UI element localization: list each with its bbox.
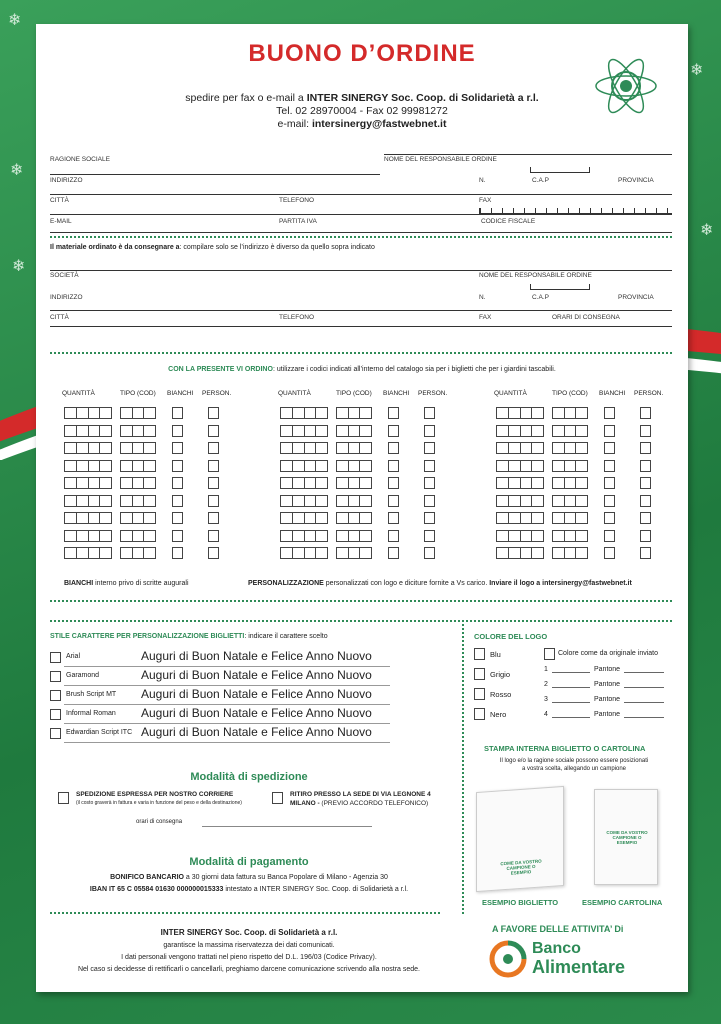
pantone-number: 4 (544, 711, 548, 718)
color-label: Nero (490, 710, 507, 719)
font-checkbox[interactable] (50, 709, 61, 720)
bianchi-checkbox[interactable] (388, 530, 399, 542)
label-cap-2: C.A.P (532, 294, 549, 301)
person-checkbox[interactable] (424, 530, 435, 542)
pantone-field[interactable] (552, 717, 590, 718)
quantita-box[interactable] (64, 425, 112, 437)
tipo-cod-box[interactable] (120, 530, 156, 542)
color-checkbox[interactable] (474, 688, 485, 700)
label-societa: SOCIETÀ (50, 272, 79, 279)
font-sample: Auguri di Buon Natale e Felice Anno Nuovo (141, 706, 372, 720)
label-indirizzo-2: INDIRIZZO (50, 294, 83, 301)
color-orig-label: Colore come da originale inviato (558, 650, 658, 657)
colore-title: COLORE DEL LOGO (474, 632, 548, 641)
font-checkbox[interactable] (50, 671, 61, 682)
font-row-rule (64, 666, 390, 667)
label-codice-fiscale: CODICE FISCALE (481, 218, 536, 225)
person-checkbox[interactable] (424, 477, 435, 489)
privacy-line-1: INTER SINERGY Soc. Coop. di Solidarietà a r.l. (160, 928, 338, 937)
label-ragione-sociale: RAGIONE SOCIALE (50, 156, 110, 163)
tipo-cod-box[interactable] (120, 495, 156, 507)
label-orari: ORARI DI CONSEGNA (552, 314, 620, 321)
stampa-text-2: a vostra scelta, allegando un campione (521, 766, 627, 772)
person-checkbox[interactable] (424, 512, 435, 524)
col-header: BIANCHI (383, 390, 410, 397)
person-checkbox[interactable] (208, 477, 219, 489)
quantita-box[interactable] (280, 460, 328, 472)
tipo-cod-box[interactable] (336, 530, 372, 542)
font-name: Informal Roman (66, 710, 116, 717)
quantita-box[interactable] (496, 547, 544, 559)
person-checkbox[interactable] (208, 495, 219, 507)
consegna-note: Il materiale ordinato è da consegnare a: compilare solo se l’indirizzo è diverso da quello sopra indicato (50, 244, 375, 251)
header-line-1: spedire per fax o e-mail a INTER SINERGY Soc. Coop. di Solidarietà a r.l. (185, 92, 539, 104)
header-line-3: e-mail: intersinergy@fastwebnet.it (277, 118, 447, 130)
card-sample-text: COME DA VOSTRO CAMPIONE O ESEMPIO (500, 858, 542, 876)
bianchi-checkbox[interactable] (388, 460, 399, 472)
col-header: TIPO (COD) (552, 390, 588, 397)
pantone-number: 1 (544, 666, 548, 673)
color-label: Grigio (490, 670, 511, 679)
tipo-cod-box[interactable] (552, 477, 588, 489)
field-ragione-sociale[interactable] (50, 174, 380, 175)
quantita-box[interactable] (64, 495, 112, 507)
label-citta: CITTÀ (50, 197, 69, 204)
label-citta-2: CITTÀ (50, 314, 69, 321)
person-checkbox[interactable] (208, 460, 219, 472)
color-checkbox[interactable] (474, 648, 485, 660)
stile-title: STILE CARATTERE PER PERSONALIZZAZIONE BIGLIETTI: indicare il carattere scelto (50, 633, 328, 640)
font-checkbox[interactable] (50, 690, 61, 701)
pantone-number: 3 (544, 696, 548, 703)
person-checkbox[interactable] (640, 425, 651, 437)
bianchi-checkbox[interactable] (172, 460, 183, 472)
person-checkbox[interactable] (424, 425, 435, 437)
esempio-biglietto-label: ESEMPIO BIGLIETTO (482, 898, 559, 907)
spedizione-corriere-checkbox[interactable] (58, 792, 69, 804)
bianchi-checkbox[interactable] (604, 425, 615, 437)
quantita-box[interactable] (496, 477, 544, 489)
field-citta-2[interactable] (50, 326, 672, 327)
tipo-cod-box[interactable] (120, 547, 156, 559)
pagamento-line-1: BONIFICO BANCARIO a 30 giorni data fattura su Banca Popolare di Milano - Agenzia 30 (110, 874, 388, 881)
person-checkbox[interactable] (208, 407, 219, 419)
person-checkbox[interactable] (424, 442, 435, 454)
font-sample: Auguri di Buon Natale e Felice Anno Nuovo (141, 668, 372, 682)
label-responsabile-2: NOME DEL RESPONSABILE ORDINE (479, 272, 592, 279)
stampa-title: STAMPA INTERNA BIGLIETTO O CARTOLINA (484, 744, 646, 753)
snowflake-icon: ❄ (8, 10, 22, 29)
font-row-rule (64, 685, 390, 686)
pantone-label: Pantone (594, 711, 621, 718)
quantita-box[interactable] (280, 512, 328, 524)
tipo-cod-box[interactable] (120, 460, 156, 472)
bianchi-checkbox[interactable] (172, 425, 183, 437)
quantita-box[interactable] (280, 442, 328, 454)
tipo-cod-box[interactable] (336, 460, 372, 472)
person-checkbox[interactable] (640, 460, 651, 472)
a-favore-label: A FAVORE DELLE ATTIVITA’ Di (492, 924, 624, 934)
bianchi-checkbox[interactable] (388, 425, 399, 437)
inter-sinergy-logo-icon (592, 52, 660, 120)
divider (50, 912, 440, 914)
pantone-field[interactable] (552, 687, 590, 688)
tipo-cod-box[interactable] (336, 407, 372, 419)
font-row-rule (64, 723, 390, 724)
bianchi-checkbox[interactable] (604, 407, 615, 419)
ritiro-sede-checkbox[interactable] (272, 792, 283, 804)
bianchi-note: BIANCHI interno privo di scritte augurali (64, 580, 189, 587)
label-email: E-MAIL (50, 218, 72, 225)
col-header: PERSON. (202, 390, 232, 397)
tipo-cod-box[interactable] (336, 442, 372, 454)
codice-fiscale-boxes[interactable] (479, 208, 672, 214)
label-provincia: PROVINCIA (618, 177, 654, 184)
col-header: QUANTITÀ (62, 390, 95, 397)
bianchi-checkbox[interactable] (172, 477, 183, 489)
tipo-cod-box[interactable] (120, 442, 156, 454)
person-checkbox[interactable] (208, 425, 219, 437)
quantita-box[interactable] (496, 407, 544, 419)
person-checkbox[interactable] (640, 512, 651, 524)
header-line-2: Tel. 02 28970004 - Fax 02 99981272 (276, 105, 448, 117)
cap-boxes[interactable] (530, 167, 590, 173)
pagamento-title: Modalità di pagamento (189, 856, 309, 868)
tipo-cod-box[interactable] (552, 512, 588, 524)
tipo-cod-box[interactable] (336, 547, 372, 559)
quantita-box[interactable] (280, 495, 328, 507)
esempio-cartolina-label: ESEMPIO CARTOLINA (582, 898, 663, 907)
col-header: QUANTITÀ (278, 390, 311, 397)
vertical-divider (462, 624, 464, 914)
person-checkbox[interactable] (640, 407, 651, 419)
quantita-box[interactable] (280, 407, 328, 419)
col-header: PERSON. (634, 390, 664, 397)
pantone-label: Pantone (594, 681, 621, 688)
font-row-rule (64, 704, 390, 705)
pantone-field[interactable] (552, 702, 590, 703)
field-email[interactable] (50, 232, 672, 233)
field-indirizzo[interactable] (50, 194, 672, 195)
quantita-box[interactable] (64, 547, 112, 559)
quantita-box[interactable] (496, 495, 544, 507)
ritiro-sede-label-2: MILANO - (PREVIO ACCORDO TELEFONICO) (290, 800, 429, 807)
font-sample: Auguri di Buon Natale e Felice Anno Nuovo (141, 725, 372, 739)
bianchi-checkbox[interactable] (604, 512, 615, 524)
bianchi-checkbox[interactable] (172, 442, 183, 454)
bianchi-checkbox[interactable] (604, 495, 615, 507)
bianchi-checkbox[interactable] (172, 547, 183, 559)
pantone-code-field[interactable] (624, 717, 664, 718)
spedizione-corriere-note: (il costo graverà in fattura e varia in funzione del peso e della destinazione) (76, 800, 242, 806)
font-sample: Auguri di Buon Natale e Felice Anno Nuovo (141, 687, 372, 701)
cap-boxes-2[interactable] (530, 284, 590, 290)
font-name: Edwardian Script ITC (66, 729, 133, 736)
pantone-code-field[interactable] (624, 702, 664, 703)
font-name: Garamond (66, 672, 100, 679)
quantita-box[interactable] (280, 425, 328, 437)
bianchi-checkbox[interactable] (604, 547, 615, 559)
tipo-cod-box[interactable] (552, 442, 588, 454)
ritiro-sede-label: RITIRO PRESSO LA SEDE DI VIA LEGNONE 4 (290, 791, 431, 798)
label-cap: C.A.P (532, 177, 549, 184)
person-checkbox[interactable] (208, 442, 219, 454)
label-n-2: N. (479, 294, 486, 301)
font-sample: Auguri di Buon Natale e Felice Anno Nuovo (141, 649, 372, 663)
col-header: QUANTITÀ (494, 390, 527, 397)
tipo-cod-box[interactable] (336, 477, 372, 489)
bianchi-checkbox[interactable] (604, 530, 615, 542)
privacy-line-3: I dati personali vengono trattati nel pieno rispetto del D.L. 196/03 (Codice Privacy). (121, 954, 377, 961)
snowflake-icon: ❄ (700, 220, 714, 239)
color-label: Rosso (490, 690, 512, 699)
bianchi-checkbox[interactable] (172, 530, 183, 542)
snowflake-icon: ❄ (10, 160, 24, 179)
tipo-cod-box[interactable] (120, 407, 156, 419)
ordine-title: CON LA PRESENTE VI ORDINO: utilizzare i codici indicati all’interno del catalogo sia per i biglietti che per i giardini tascabili. (168, 366, 556, 373)
bianchi-checkbox[interactable] (604, 460, 615, 472)
quantita-box[interactable] (64, 477, 112, 489)
quantita-box[interactable] (496, 460, 544, 472)
divider (50, 600, 672, 602)
tipo-cod-box[interactable] (552, 530, 588, 542)
label-partita-iva: PARTITA IVA (279, 218, 317, 225)
snowflake-icon: ❄ (12, 256, 26, 275)
col-header: TIPO (COD) (336, 390, 372, 397)
pantone-field[interactable] (552, 672, 590, 673)
alimentare-label: Alimentare (532, 957, 626, 977)
font-name: Brush Script MT (66, 691, 117, 698)
label-fax-2: FAX (479, 314, 492, 321)
person-checkbox[interactable] (640, 442, 651, 454)
spedizione-title: Modalità di spedizione (190, 771, 308, 783)
label-indirizzo: INDIRIZZO (50, 177, 83, 184)
tipo-cod-box[interactable] (552, 425, 588, 437)
tipo-cod-box[interactable] (552, 495, 588, 507)
quantita-box[interactable] (496, 530, 544, 542)
pagamento-line-2: IBAN IT 65 C 05584 01630 000000015333 intestato a INTER SINERGY Soc. Coop. di Solidarietà a r.l. (89, 886, 409, 893)
person-checkbox[interactable] (424, 547, 435, 559)
font-row-rule (64, 742, 390, 743)
label-fax: FAX (479, 197, 492, 204)
col-header: PERSON. (418, 390, 448, 397)
card-sample-text: COME DA VOSTRO CAMPIONE O ESEMPIO (606, 830, 648, 845)
field-indirizzo-2[interactable] (50, 310, 672, 311)
tipo-cod-box[interactable] (336, 425, 372, 437)
field-responsabile[interactable] (384, 154, 672, 155)
font-checkbox[interactable] (50, 652, 61, 663)
tipo-cod-box[interactable] (552, 547, 588, 559)
order-form (36, 24, 688, 992)
personalizzazione-note: PERSONALIZZAZIONE personalizzati con logo e diciture fornite a Vs carico. Inviare il logo a intersinergy@fastwebnet.it (248, 580, 632, 587)
quantita-box[interactable] (64, 442, 112, 454)
bianchi-checkbox[interactable] (388, 547, 399, 559)
person-checkbox[interactable] (640, 477, 651, 489)
snowflake-icon: ❄ (690, 60, 704, 79)
pantone-label: Pantone (594, 696, 621, 703)
label-telefono-2: TELEFONO (279, 314, 315, 321)
bianchi-checkbox[interactable] (172, 407, 183, 419)
label-n: N. (479, 177, 486, 184)
person-checkbox[interactable] (208, 530, 219, 542)
privacy-line-2: garantisce la massima riservatezza dei dati comunicati. (163, 942, 335, 949)
person-checkbox[interactable] (208, 547, 219, 559)
person-checkbox[interactable] (640, 495, 651, 507)
banco-alimentare-logo-icon (488, 939, 528, 979)
person-checkbox[interactable] (424, 460, 435, 472)
bianchi-checkbox[interactable] (604, 442, 615, 454)
quantita-box[interactable] (280, 477, 328, 489)
form-title: BUONO D’ORDINE (248, 40, 476, 67)
tipo-cod-box[interactable] (120, 477, 156, 489)
color-label: Blu (490, 650, 501, 659)
quantita-box[interactable] (64, 530, 112, 542)
bianchi-checkbox[interactable] (172, 495, 183, 507)
divider (50, 620, 672, 622)
color-checkbox[interactable] (474, 708, 485, 720)
pantone-label: Pantone (594, 666, 621, 673)
tipo-cod-box[interactable] (336, 512, 372, 524)
bianchi-checkbox[interactable] (388, 407, 399, 419)
quantita-box[interactable] (496, 425, 544, 437)
bianchi-checkbox[interactable] (172, 512, 183, 524)
orari-consegna-field[interactable] (202, 826, 372, 827)
bianchi-checkbox[interactable] (388, 512, 399, 524)
label-responsabile: NOME DEL RESPONSABILE ORDINE (384, 156, 497, 163)
bianchi-checkbox[interactable] (388, 477, 399, 489)
bianchi-checkbox[interactable] (388, 495, 399, 507)
pantone-code-field[interactable] (624, 687, 664, 688)
tipo-cod-box[interactable] (336, 495, 372, 507)
person-checkbox[interactable] (208, 512, 219, 524)
quantita-box[interactable] (496, 442, 544, 454)
orari-consegna-label: orari di consegna (136, 819, 183, 825)
bianchi-checkbox[interactable] (388, 442, 399, 454)
color-orig-checkbox[interactable] (544, 648, 555, 660)
label-provincia-2: PROVINCIA (618, 294, 654, 301)
person-checkbox[interactable] (424, 407, 435, 419)
quantita-box[interactable] (64, 460, 112, 472)
quantita-box[interactable] (64, 407, 112, 419)
quantita-box[interactable] (64, 512, 112, 524)
tipo-cod-box[interactable] (120, 425, 156, 437)
quantita-box[interactable] (496, 512, 544, 524)
tipo-cod-box[interactable] (120, 512, 156, 524)
tipo-cod-box[interactable] (552, 407, 588, 419)
color-checkbox[interactable] (474, 668, 485, 680)
quantita-box[interactable] (280, 530, 328, 542)
tipo-cod-box[interactable] (552, 460, 588, 472)
divider (50, 236, 672, 238)
col-header: BIANCHI (599, 390, 626, 397)
field-citta[interactable] (50, 214, 672, 215)
privacy-line-4: Nel caso si decidesse di rettificarli o cancellarli, preghiamo darcene comunicazione scrivendo alla nostra sede. (77, 966, 420, 973)
stampa-text-1: Il logo e/o la ragione sociale possono essere posizionati (499, 758, 649, 764)
pantone-number: 2 (544, 681, 548, 688)
label-telefono: TELEFONO (279, 197, 315, 204)
quantita-box[interactable] (280, 547, 328, 559)
example-card-biglietto (476, 786, 564, 892)
col-header: TIPO (COD) (120, 390, 156, 397)
person-checkbox[interactable] (640, 547, 651, 559)
banco-label: Banco (532, 940, 581, 957)
example-card-cartolina (594, 789, 658, 885)
field-societa[interactable] (50, 270, 672, 271)
person-checkbox[interactable] (424, 495, 435, 507)
spedizione-corriere-label: SPEDIZIONE ESPRESSA PER NOSTRO CORRIERE (76, 791, 234, 798)
bianchi-checkbox[interactable] (604, 477, 615, 489)
pantone-code-field[interactable] (624, 672, 664, 673)
font-name: Arial (66, 653, 81, 660)
font-checkbox[interactable] (50, 728, 61, 739)
col-header: BIANCHI (167, 390, 194, 397)
person-checkbox[interactable] (640, 530, 651, 542)
divider (50, 352, 672, 354)
